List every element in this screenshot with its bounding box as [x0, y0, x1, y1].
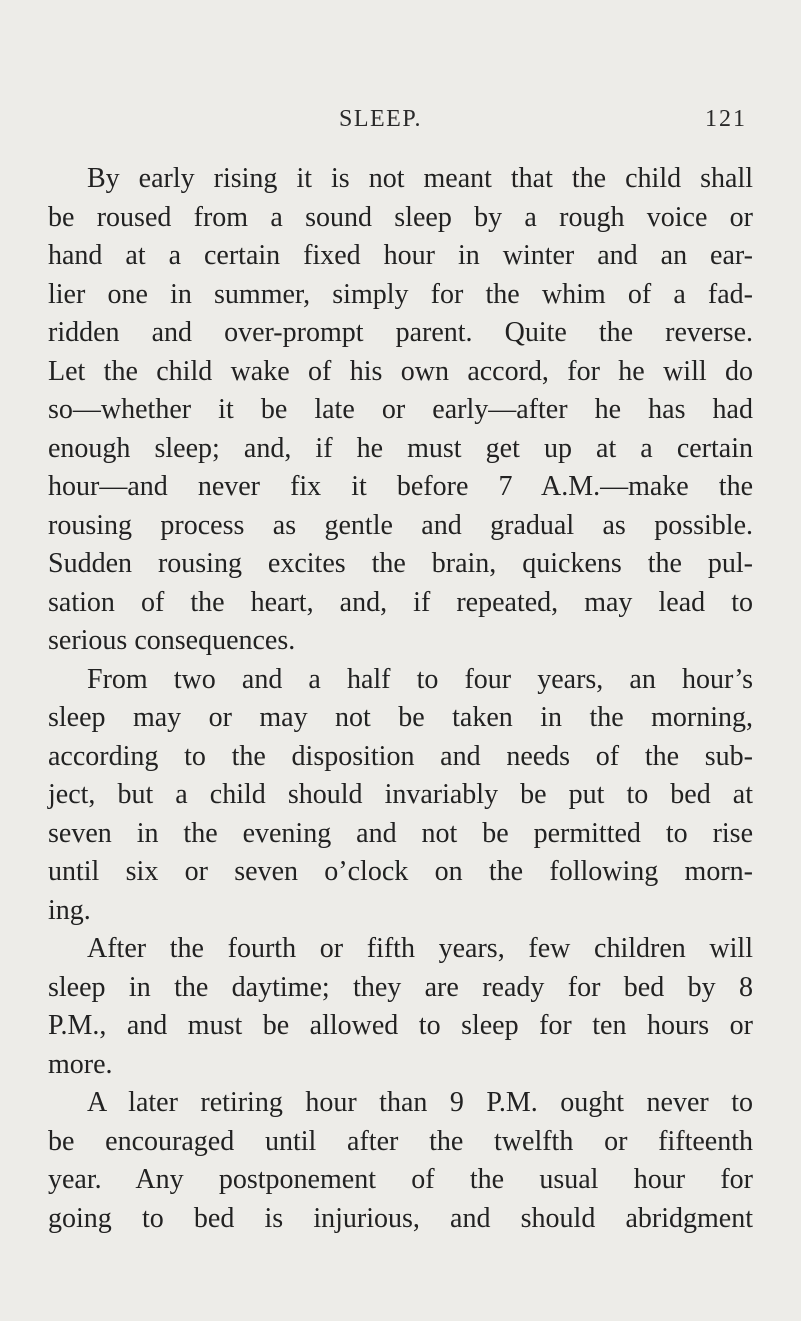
text-line: enough sleep; and, if he must get up at a certain	[48, 432, 753, 464]
text-line: Let the child wake of his own accord, for he will do	[48, 355, 753, 387]
text-line: lier one in summer, simply for the whim of a fad-	[48, 278, 753, 310]
text-line: hand at a certain fixed hour in winter and an ear-	[48, 240, 753, 271]
text-line: be roused from a sound sleep by a rough voice or	[48, 201, 753, 233]
text-line: be encouraged until after the twelfth or fifteenth	[48, 1125, 753, 1157]
text-line: rousing process as gentle and gradual as possible.	[48, 509, 753, 541]
text-line: From two and a half to four years, an hour’s	[87, 663, 753, 695]
text-line: sation of the heart, and, if repeated, may lead to	[48, 586, 753, 618]
text-line: until six or seven o’clock on the following morn-	[48, 856, 753, 887]
text-line: going to bed is injurious, and should abridgment	[48, 1202, 753, 1234]
text-line: ject, but a child should invariably be put to bed at	[48, 779, 753, 810]
text-line: ridden and over-prompt parent. Quite the reverse.	[48, 317, 753, 348]
text-line: according to the disposition and needs of the sub-	[48, 740, 753, 772]
body-text	[48, 160, 753, 1238]
text-line: serious consequences.	[48, 625, 296, 656]
text-line: sleep may or may not be taken in the morning,	[48, 702, 753, 733]
text-line: so—whether it be late or early—after he has had	[48, 394, 753, 425]
text-line: After the fourth or fifth years, few children will	[87, 933, 753, 964]
running-head	[0, 106, 801, 140]
text-line: sleep in the daytime; they are ready for bed by 8	[48, 971, 753, 1003]
text-line: more.	[48, 1048, 113, 1080]
running-title: SLEEP.	[339, 106, 423, 132]
page-number: 121	[705, 106, 747, 132]
text-line: P.M., and must be allowed to sleep for ten hours or	[48, 1010, 753, 1041]
text-line: Sudden rousing excites the brain, quickens the pul-	[48, 548, 753, 579]
text-line: By early rising it is not meant that the child shall	[87, 163, 753, 194]
text-line: A later retiring hour than 9 P.M. ought never to	[87, 1087, 753, 1118]
text-line: seven in the evening and not be permitted to rise	[48, 817, 753, 849]
text-line: year. Any postponement of the usual hour for	[48, 1164, 753, 1195]
text-line: hour—and never fix it before 7 A.M.—make the	[48, 471, 753, 502]
text-line: ing.	[48, 894, 91, 926]
